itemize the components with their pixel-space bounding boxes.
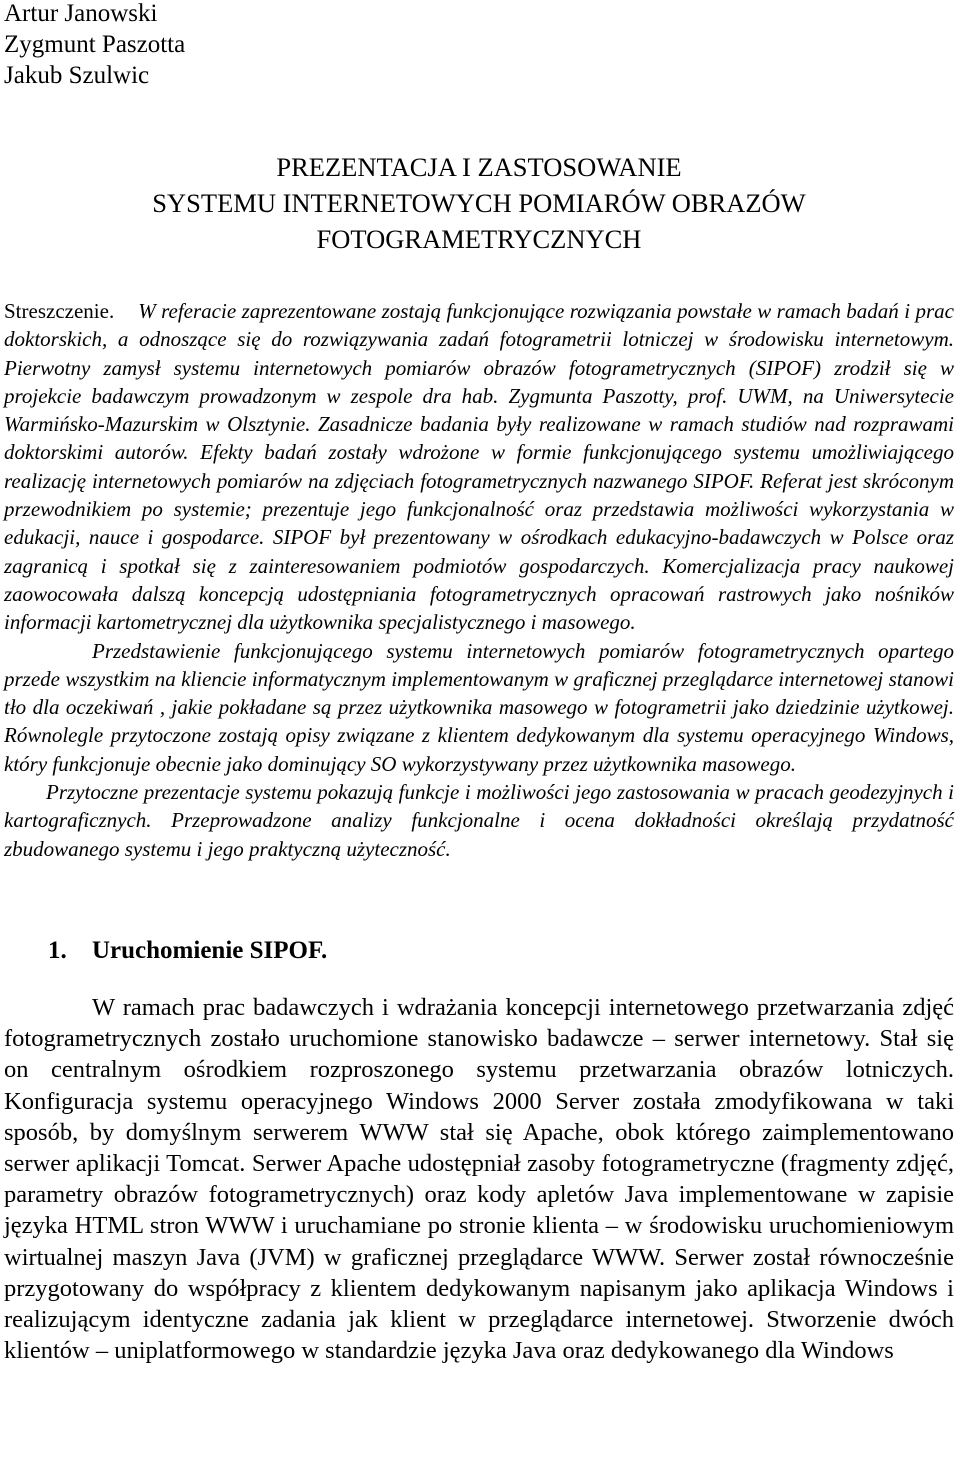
paper-title — [4, 149, 954, 257]
paper-title-line: SYSTEMU INTERNETOWYCH POMIARÓW OBRAZÓW — [152, 188, 806, 218]
abstract-paragraph: Przedstawienie funkcjonującego systemu internetowych pomiarów fotogrametrycznych opartego przede wszystkim na kliencie informatycznym implementowanym w graficznej przeglądarce internetowej stanowi tło dla oczekiwań , jakie pokładane są przez użytkownika masowego w fotogrametrii jako dziedzinie użytkowej. Równolegle przytoczone zostają opisy związane z klientem dedykowanym dla systemu operacyjnego Windows, który funkcjonuje obecnie jako dominujący SO wykorzystywany przez użytkownika masowego. — [4, 638, 954, 776]
author-list — [4, 0, 954, 91]
section-body — [4, 992, 954, 1366]
section-title: Uruchomienie SIPOF. — [92, 936, 328, 964]
abstract-paragraph: Przytoczne prezentacje systemu pokazują funkcje i możliwości jego zastosowania w pracach geodezyjnych i kartograficznych. Przeprowadzone analizy funkcjonalne i ocena dokładności określają przydatność zbudowanego systemu i jego praktyczną użyteczność. — [4, 780, 954, 861]
section-number: 1. — [48, 936, 67, 964]
section-heading — [48, 935, 954, 967]
body-paragraph: W ramach prac badawczych i wdrażania koncepcji internetowego przetwarzania zdjęć fotogrametrycznych zostało uruchomione stanowisko badawcze – serwer internetowy. Stał się on centralnym ośrodkiem rozproszonego systemu przetwarzania obrazów lotniczych. Konfiguracja systemu operacyjnego Windows 2000 Server została zmodyfikowana w taki sposób, by domyślnym serwerem WWW stał się Apache, obok którego zaimplementowano serwer aplikacji Tomcat. Serwer Apache udostępniał zasoby fotogrametryczne (fragmenty zdjęć, parametry obrazów fotogrametrycznych) oraz kody apletów Java implementowane w zapisie języka HTML stron WWW i uruchamiane po stronie klienta – w środowisku uruchomieniowym wirtualnej maszyn Java (JVM) w graficznej przeglądarce WWW. Serwer został równocześnie przygotowany do współpracy z klientem dedykowanym napisanym jako aplikacja Windows i realizującym identyczne zadania jak klient w przeglądarce internetowej. Stworzenie dwóch klientów – uniplatformowego w standardzie języka Java oraz dedykowanego dla Windows — [4, 993, 954, 1365]
abstract — [4, 297, 954, 863]
author-name: Jakub Szulwic — [4, 62, 150, 89]
abstract-paragraph — [4, 297, 954, 637]
abstract-text: W referacie zaprezentowane zostają funkcjonujące rozwiązania powstałe w ramach badań i prac doktorskich, a odnoszące się do rozwiązywania zadań fotogrametrii lotniczej w środowisku internetowym. Pierwotny zamysł systemu internetowych pomiarów obrazów fotogrametrycznych (SIPOF) zrodził się w projekcie badawczym prowadzonym w zespole dra hab. Zygmunta Paszotty, prof. UWM, na Uniwersytecie Warmińsko-Mazurskim w Olsztynie. Zasadnicze badania były realizowane w ramach studiów nad rozprawami doktorskimi autorów. Efekty badań zostały wdrożone w formie funkcjonującego systemu umożliwiającego realizację internetowych pomiarów na zdjęciach fotogrametrycznych nazwanego SIPOF. Referat jest skróconym przewodnikiem po systemie; prezentuje jego funkcjonalność oraz przedstawia możliwości wykorzystania w edukacji, nauce i gospodarce. SIPOF był prezentowany w ośrodkach edukacyjno-badawczych w Polsce oraz zagranicą i spotkał się z zainteresowaniem podmiotów gospodarczych. Komercjalizacja pracy naukowej zaowocowała dalszą koncepcją udostępniania fotogrametrycznych opracowań rastrowych jako nośników informacji kartometrycznej dla użytkownika specjalistycznego i masowego. — [4, 299, 954, 635]
document-page — [4, 0, 954, 1366]
author-name: Artur Janowski — [4, 0, 158, 27]
paper-title-line: FOTOGRAMETRYCZNYCH — [316, 224, 642, 254]
author-name: Zygmunt Paszotta — [4, 31, 186, 58]
paper-title-line: PREZENTACJA I ZASTOSOWANIE — [276, 152, 682, 182]
abstract-label: Streszczenie. — [4, 299, 115, 323]
